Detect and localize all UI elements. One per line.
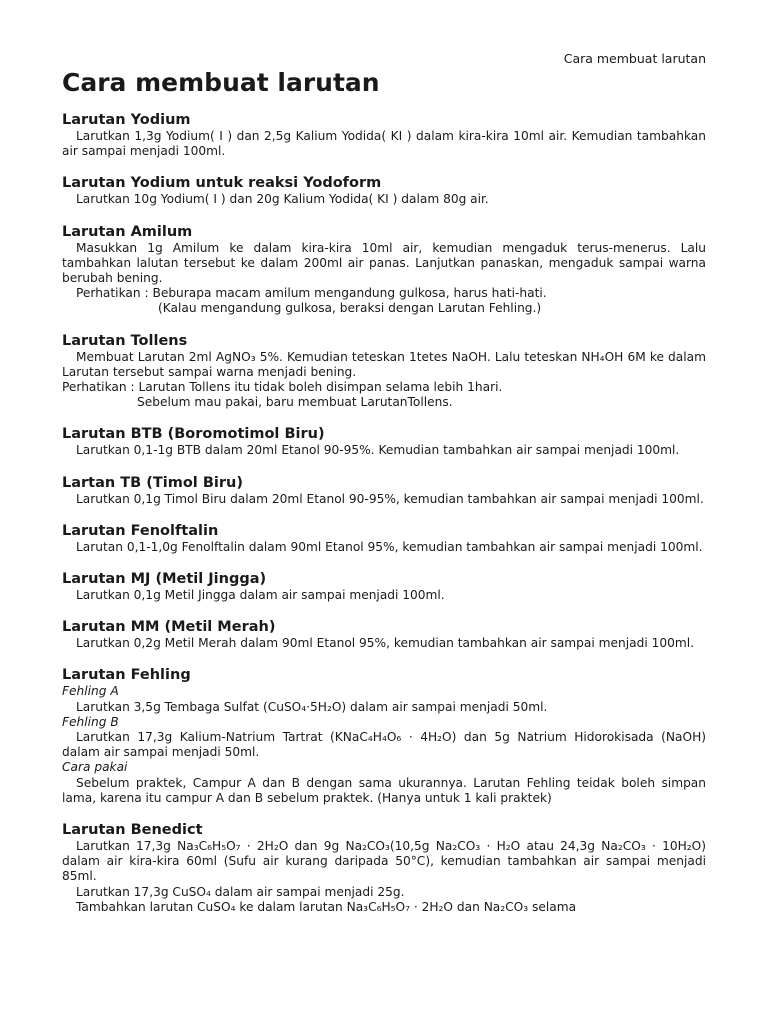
section-heading: Larutan Amilum xyxy=(62,223,193,240)
running-header: Cara membuat larutan xyxy=(563,51,706,66)
paragraph: Larutkan 10g Yodium( I ) dan 20g Kalium Yodida( KI ) dalam 80g air. xyxy=(76,192,489,207)
section-heading: Larutan MM (Metil Merah) xyxy=(62,619,276,636)
subheading: Fehling A xyxy=(62,684,119,699)
section xyxy=(62,475,706,507)
section-heading: Larutan MJ (Metil Jingga) xyxy=(62,571,267,588)
section xyxy=(62,333,706,411)
paragraph: Larutkan 0,1g Metil Jingga dalam air sampai menjadi 100ml. xyxy=(76,588,445,603)
paragraph: Larutkan 1,3g Yodium( I ) dan 2,5g Kalium Yodida( KI ) dalam kira-kira 10ml air. Kemudian tambahkan air sampai menjadi 100ml. xyxy=(62,129,706,159)
paragraph: Larutkan 17,3g Na₃C₆H₅O₇ · 2H₂O dan 9g Na₂CO₃(10,5g Na₂CO₃ · H₂O atau 24,3g Na₂CO₃ · 10H₂O) dalam air kira-kira 60ml (Sufu air kurang daripada 50°C), kemudian tambahkan air sampai menjadi 85ml. xyxy=(62,839,706,884)
section xyxy=(62,224,706,317)
section-heading: Lartan TB (Timol Biru) xyxy=(62,474,243,491)
paragraph: Sebelum praktek, Campur A dan B dengan sama ukurannya. Larutan Fehling teidak boleh simpan lama, karena itu campur A dan B sebelum praktek. (Hanya untuk 1 kali praktek) xyxy=(62,775,706,805)
paragraph: Larutkan 3,5g Tembaga Sulfat (CuSO₄·5H₂O) dalam air sampai menjadi 50ml. xyxy=(76,699,548,714)
section-heading: Larutan Fenolftalin xyxy=(62,522,219,539)
subheading: Cara pakai xyxy=(62,760,128,775)
paragraph: Perhatikan : Beburapa macam amilum mengandung gulkosa, harus hati-hati. xyxy=(76,286,547,301)
paragraph: Larutkan 0,1g Timol Biru dalam 20ml Etanol 90-95%, kemudian tambahkan air sampai menjadi 100ml. xyxy=(76,491,704,506)
paragraph: Perhatikan : Larutan Tollens itu tidak boleh disimpan selama lebih 1hari. xyxy=(62,380,503,395)
paragraph: Tambahkan larutan CuSO₄ ke dalam larutan Na₃C₆H₅O₇ · 2H₂O dan Na₂CO₃ selama xyxy=(76,899,577,914)
paragraph: (Kalau mengandung gulkosa, beraksi dengan Larutan Fehling.) xyxy=(158,301,542,316)
paragraph: Larutkan 17,3g CuSO₄ dalam air sampai menjadi 25g. xyxy=(76,884,405,899)
subheading: Fehling B xyxy=(62,714,119,729)
section xyxy=(62,619,706,651)
paragraph: Larutkan 17,3g Kalium-Natrium Tartrat (KNaC₄H₄O₆ · 4H₂O) dan 5g Natrium Hidorokisada (NaOH) dalam air sampai menjadi 50ml. xyxy=(62,730,706,760)
paragraph: Larutan 0,1-1,0g Fenolftalin dalam 90ml Etanol 95%, kemudian tambahkan air sampai menjadi 100ml. xyxy=(76,539,703,554)
section-heading: Larutan Yodium untuk reaksi Yodoform xyxy=(62,175,382,192)
section xyxy=(62,667,706,806)
document-body xyxy=(62,112,706,931)
section-heading: Larutan Tollens xyxy=(62,332,188,349)
section-heading: Larutan Fehling xyxy=(62,667,191,684)
page-title: Cara membuat larutan xyxy=(62,68,380,97)
section xyxy=(62,822,706,915)
paragraph: Membuat Larutan 2ml AgNO₃ 5%. Kemudian teteskan 1tetes NaOH. Lalu teteskan NH₄OH 6M ke dalam Larutan tersebut sampai warna menjadi bening. xyxy=(62,349,706,379)
paragraph: Masukkan 1g Amilum ke dalam kira-kira 10ml air, kemudian mengaduk terus-menerus. Lalu tambahkan lalutan tersebut ke dalam 200ml air panas. Lanjutkan panaskan, mengaduk sampai warna berubah bening. xyxy=(62,240,706,286)
paragraph: Larutkan 0,1-1g BTB dalam 20ml Etanol 90-95%. Kemudian tambahkan air sampai menjadi 100ml. xyxy=(76,443,680,458)
section xyxy=(62,112,706,159)
section xyxy=(62,175,706,207)
section xyxy=(62,523,706,555)
section-heading: Larutan BTB (Boromotimol Biru) xyxy=(62,426,325,443)
section xyxy=(62,426,706,458)
paragraph: Sebelum mau pakai, baru membuat LarutanTollens. xyxy=(137,395,453,410)
paragraph: Larutkan 0,2g Metil Merah dalam 90ml Etanol 95%, kemudian tambahkan air sampai menjadi 100ml. xyxy=(76,636,694,651)
section xyxy=(62,571,706,603)
section-heading: Larutan Yodium xyxy=(62,112,191,128)
section-heading: Larutan Benedict xyxy=(62,822,203,839)
